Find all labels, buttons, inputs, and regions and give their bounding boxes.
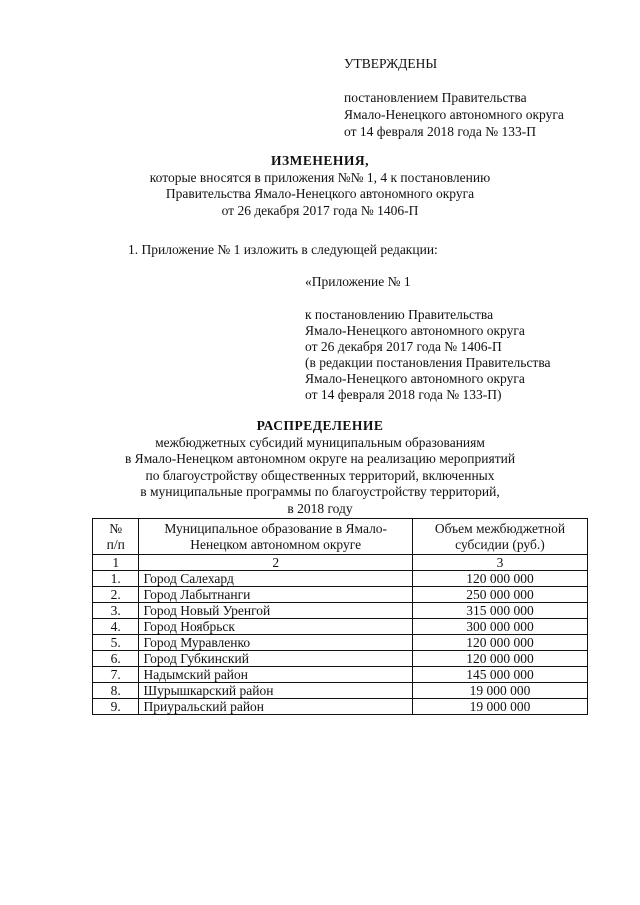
table-row — [93, 667, 588, 683]
row-amount: 19 000 000 — [412, 683, 587, 699]
table-row — [93, 651, 588, 667]
header-municipality-line1: Муниципальное образование в Ямало- — [164, 521, 388, 536]
table-row — [93, 683, 588, 699]
row-municipality: Город Новый Уренгой — [139, 603, 412, 619]
column-number: 3 — [412, 555, 587, 571]
header-amount — [412, 519, 587, 555]
column-number: 1 — [93, 555, 139, 571]
table-row — [93, 635, 588, 651]
row-amount: 300 000 000 — [412, 619, 587, 635]
table-header-row — [93, 519, 588, 555]
header-amount-line2: субсидии (руб.) — [455, 536, 545, 552]
row-number: 6. — [93, 651, 139, 667]
row-amount: 19 000 000 — [412, 699, 587, 715]
approval-line: постановлением Правительства — [344, 90, 527, 105]
row-municipality: Город Губкинский — [139, 651, 412, 667]
table-row — [93, 619, 588, 635]
row-amount: 120 000 000 — [412, 651, 587, 667]
row-municipality: Надымский район — [139, 667, 412, 683]
distribution-line: межбюджетных субсидий муниципальным образованиям — [155, 434, 485, 450]
row-number: 5. — [93, 635, 139, 651]
distribution-line: в муниципальные программы по благоустройству территорий, — [140, 484, 500, 499]
distribution-line: в Ямало-Ненецком автономном округе на реализацию мероприятий — [124, 451, 516, 466]
row-municipality: Город Ноябрьск — [139, 619, 412, 635]
row-municipality: Приуральский район — [139, 699, 412, 715]
row-municipality: Город Муравленко — [139, 635, 412, 651]
appendix-line: Ямало-Ненецкого автономного округа — [305, 323, 525, 338]
changes-line: от 26 декабря 2017 года № 1406-П — [221, 202, 419, 218]
appendix-title: «Приложение № 1 — [305, 274, 411, 289]
row-amount: 250 000 000 — [412, 587, 587, 603]
row-number: 3. — [93, 603, 139, 619]
row-number: 1. — [93, 571, 139, 587]
table-row — [93, 699, 588, 715]
approval-heading: УТВЕРЖДЕНЫ — [344, 56, 438, 71]
row-municipality: Город Салехард — [139, 571, 412, 587]
row-amount: 120 000 000 — [412, 571, 587, 587]
allocation-table — [92, 518, 588, 715]
row-number: 8. — [93, 683, 139, 699]
changes-block — [0, 153, 640, 219]
appendix-line: Ямало-Ненецкого автономного округа — [305, 371, 525, 386]
distribution-line: по благоустройству общественных территорий, включенных — [145, 467, 495, 483]
row-amount: 145 000 000 — [412, 667, 587, 683]
row-municipality: Город Лабытнанги — [139, 587, 412, 603]
approval-block — [344, 55, 564, 140]
distribution-block — [0, 418, 640, 517]
header-number-line1: № — [109, 521, 123, 536]
column-number-row — [93, 555, 588, 571]
table-row — [93, 587, 588, 603]
row-number: 2. — [93, 587, 139, 603]
changes-line: Правительства Ямало-Ненецкого автономного округа — [165, 186, 475, 201]
row-number: 4. — [93, 619, 139, 635]
header-municipality-line2: Ненецком автономном округе — [190, 536, 362, 552]
header-number — [93, 519, 139, 555]
distribution-line: в 2018 году — [287, 500, 353, 516]
header-municipality — [139, 519, 412, 555]
appendix-line: (в редакции постановления Правительства — [305, 355, 551, 370]
appendix-line: к постановлению Правительства — [305, 307, 494, 322]
appendix-block — [305, 274, 551, 403]
changes-line: которые вносятся в приложения №№ 1, 4 к постановлению — [149, 169, 491, 185]
row-number: 9. — [93, 699, 139, 715]
approval-line: от 14 февраля 2018 года № 133-П — [344, 124, 536, 139]
column-number: 2 — [139, 555, 412, 571]
row-number: 7. — [93, 667, 139, 683]
row-municipality: Шурышкарский район — [139, 683, 412, 699]
header-amount-line1: Объем межбюджетной — [434, 521, 566, 536]
row-amount: 315 000 000 — [412, 603, 587, 619]
appendix-line: от 14 февраля 2018 года № 133-П) — [305, 387, 502, 402]
table-row — [93, 603, 588, 619]
approval-line: Ямало-Ненецкого автономного округа — [344, 107, 564, 122]
changes-title: ИЗМЕНЕНИЯ, — [270, 153, 369, 168]
distribution-title: РАСПРЕДЕЛЕНИЕ — [256, 418, 384, 433]
row-amount: 120 000 000 — [412, 635, 587, 651]
item-1-text: 1. Приложение № 1 изложить в следующей редакции: — [128, 242, 438, 257]
table-row — [93, 571, 588, 587]
header-number-line2: п/п — [106, 536, 125, 552]
appendix-line: от 26 декабря 2017 года № 1406-П — [305, 339, 502, 354]
